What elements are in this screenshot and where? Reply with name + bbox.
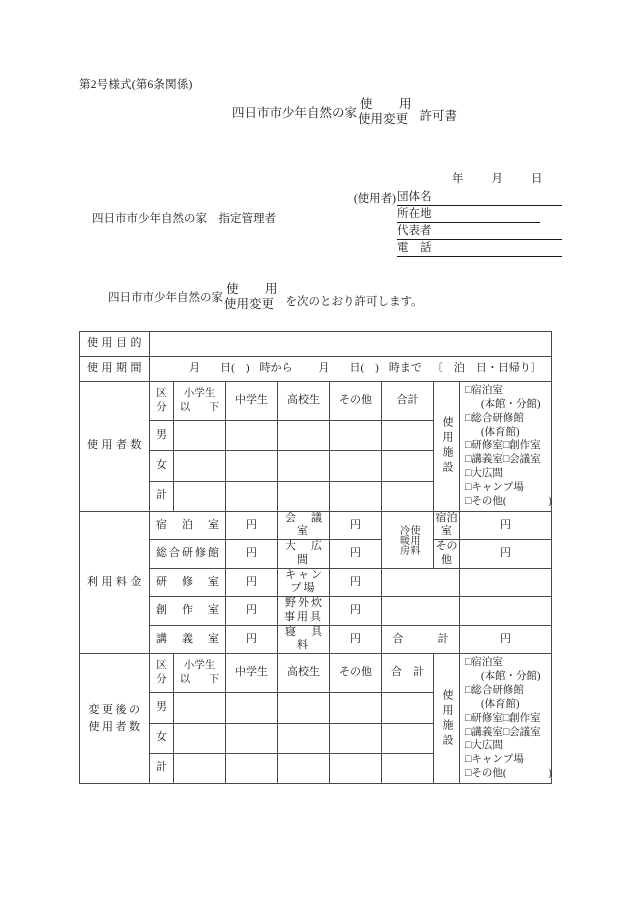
- date-line: [452, 170, 543, 186]
- changed-users-female-elementary[interactable]: [174, 723, 226, 753]
- fee-blank-cell-4[interactable]: [460, 597, 552, 626]
- changed-facility-option-lodging[interactable]: □宿泊室: [465, 657, 503, 669]
- fee-blank-cell-3[interactable]: [382, 597, 460, 626]
- permission-sentence: [108, 283, 423, 310]
- facility-label: 使用施設: [434, 382, 460, 512]
- changed-users-male-elementary[interactable]: [174, 693, 226, 723]
- period-time-from: 時から: [259, 362, 293, 375]
- fee-value-campsite[interactable]: 円: [330, 568, 382, 597]
- changed-users-sum-junior[interactable]: [226, 753, 278, 783]
- changed-users-sum-total[interactable]: [382, 753, 434, 783]
- changed-elementary-line-1: 小学生: [183, 660, 216, 672]
- table-row-fee-5: [80, 625, 552, 654]
- changed-users-female-senior[interactable]: [278, 723, 330, 753]
- facility-checkbox-list[interactable]: [460, 382, 552, 512]
- users-junior-header: 中学生: [226, 382, 278, 421]
- changed-users-label-line-1: 変更後の: [88, 704, 143, 717]
- fee-value-lodging[interactable]: 円: [226, 511, 278, 540]
- period-month-2: 月: [318, 362, 330, 375]
- facility-option-lodging[interactable]: □宿泊室: [465, 385, 503, 396]
- fee-value-training-hall[interactable]: 円: [226, 540, 278, 569]
- changed-elementary-header: [174, 654, 226, 693]
- fee-value-creation-room[interactable]: 円: [226, 597, 278, 626]
- period-time-to: 時まで: [388, 362, 422, 375]
- applicant-row-address: [352, 206, 562, 223]
- fee-value-outdoor-cooking[interactable]: 円: [330, 597, 382, 626]
- permit-stack-top: 使 用: [226, 282, 285, 296]
- users-female-elementary[interactable]: [174, 451, 226, 481]
- table-row-changed-users-header: [80, 654, 552, 693]
- facility-option-training-hall-sub: (体育館): [481, 426, 520, 438]
- changed-facility-option-lecture-meeting-room[interactable]: □講義室□会議室: [465, 726, 541, 738]
- users-female-senior[interactable]: [278, 451, 330, 481]
- fee-value-training-room[interactable]: 円: [226, 568, 278, 597]
- facility-option-lecture-meeting-room[interactable]: □講義室□会議室: [465, 454, 541, 466]
- facility-option-other[interactable]: □その他( ): [465, 495, 552, 507]
- fee-name-creation-room: 創 作 室: [150, 597, 226, 626]
- users-other-header: その他: [330, 382, 382, 421]
- addressee: 四日市市少年自然の家 指定管理者: [92, 213, 276, 225]
- purpose-value[interactable]: [150, 332, 552, 357]
- period-label: 使用期間: [80, 357, 150, 382]
- fee-label: 利用料金: [80, 511, 150, 654]
- users-male-junior[interactable]: [226, 421, 278, 451]
- fee-name-meeting-room: 会 議 室: [278, 511, 330, 540]
- changed-other-header: その他: [330, 654, 382, 693]
- changed-users-label-line-2: 使用者数: [88, 720, 143, 733]
- permit-prefix: 四日市市少年自然の家: [108, 291, 223, 304]
- users-elementary-header: [174, 382, 226, 421]
- date-year-label: 年: [452, 173, 464, 185]
- table-row-fee-1: [80, 511, 552, 540]
- changed-division-line-2: 分: [156, 674, 167, 686]
- changed-users-male-senior[interactable]: [278, 693, 330, 723]
- users-male-senior[interactable]: [278, 421, 330, 451]
- users-female-other[interactable]: [330, 451, 382, 481]
- applicant-label-group-name: 団体名: [397, 188, 432, 206]
- fee-name-training-hall: 総合研修館: [150, 540, 226, 569]
- changed-division-line-1: 区: [156, 660, 167, 672]
- users-total-header: 合計: [382, 382, 434, 421]
- fee-blank-cell-1[interactable]: [382, 568, 460, 597]
- aircon-name-other: その他: [434, 540, 460, 569]
- aircon-value-other[interactable]: 円: [460, 540, 552, 569]
- facility-option-training-hall[interactable]: □総合研修館: [465, 412, 524, 424]
- title-stack-top: 使 用: [360, 97, 419, 111]
- changed-users-male-junior[interactable]: [226, 693, 278, 723]
- users-row-label-male: 男: [150, 421, 174, 451]
- changed-users-sum-other[interactable]: [330, 753, 382, 783]
- users-sum-junior[interactable]: [226, 481, 278, 511]
- title-usage-stack: [358, 98, 419, 125]
- users-sum-senior[interactable]: [278, 481, 330, 511]
- fee-value-large-hall[interactable]: 円: [330, 540, 382, 569]
- users-row-label-female: 女: [150, 451, 174, 481]
- changed-facility-option-training-creation-room[interactable]: □研修室□創作室: [465, 712, 541, 724]
- table-row-fee-2: [80, 540, 552, 569]
- applicant-input-address[interactable]: [432, 209, 540, 223]
- date-month-label: 月: [491, 173, 503, 185]
- changed-users-female-junior[interactable]: [226, 723, 278, 753]
- changed-users-male-other[interactable]: [330, 693, 382, 723]
- fee-name-training-room: 研 修 室: [150, 568, 226, 597]
- title-prefix: 四日市市少年自然の家: [232, 105, 358, 120]
- applicant-prefix: (使用者): [353, 193, 396, 205]
- changed-facility-option-training-hall[interactable]: □総合研修館: [465, 684, 524, 696]
- facility-option-lodging-sub: (本館・分館): [481, 398, 541, 410]
- fee-grand-total-value[interactable]: 円: [460, 625, 552, 654]
- applicant-block: [352, 189, 562, 257]
- fee-name-campsite: キャンプ場: [278, 568, 330, 597]
- fee-name-outdoor-cooking: 野外炊事用具: [278, 597, 330, 626]
- changed-users-male-total[interactable]: [382, 693, 434, 723]
- users-senior-header: 高校生: [278, 382, 330, 421]
- changed-users-female-other[interactable]: [330, 723, 382, 753]
- users-row-label-sum: 計: [150, 481, 174, 511]
- aircon-value-lodging[interactable]: 円: [460, 511, 552, 540]
- users-female-junior[interactable]: [226, 451, 278, 481]
- table-row-purpose: [80, 332, 552, 357]
- users-male-total[interactable]: [382, 421, 434, 451]
- fee-blank-cell-2[interactable]: [460, 568, 552, 597]
- changed-facility-option-campsite[interactable]: □キャンプ場: [465, 754, 524, 766]
- applicant-input-representative[interactable]: [432, 226, 562, 240]
- changed-division-header: [150, 654, 174, 693]
- facility-option-large-hall[interactable]: □大広間: [465, 468, 503, 480]
- aircon-label-usage-fee: 使用料: [408, 524, 419, 555]
- applicant-row-phone: [352, 240, 562, 257]
- period-stay-nights: 〔 泊 日・日帰り〕: [431, 362, 542, 375]
- aircon-fee-label: [382, 511, 434, 568]
- users-count-label: 使用者数: [80, 382, 150, 512]
- date-day-label: 日: [531, 173, 543, 185]
- table-row-fee-3: [80, 568, 552, 597]
- applicant-label-address: 所在地: [397, 205, 432, 223]
- changed-users-sum-elementary[interactable]: [174, 753, 226, 783]
- fee-name-lodging: 宿 泊 室: [150, 511, 226, 540]
- table-row-users-header: [80, 382, 552, 421]
- changed-users-row-label-female: 女: [150, 723, 174, 753]
- applicant-input-phone[interactable]: [432, 243, 562, 257]
- aircon-label-cooling-heating: 冷暖房: [397, 524, 409, 555]
- permit-details-table: [79, 331, 552, 784]
- changed-users-female-total[interactable]: [382, 723, 434, 753]
- changed-users-count-label: [80, 654, 150, 784]
- title-stack-bottom: 使用変更: [358, 111, 409, 126]
- changed-facility-option-training-hall-sub: (体育館): [481, 698, 520, 710]
- period-day-2: 日( ): [349, 362, 379, 375]
- document-title: [232, 98, 457, 125]
- permit-stack-bottom: 使用変更: [224, 296, 275, 311]
- users-sum-total[interactable]: [382, 481, 434, 511]
- changed-facility-option-other[interactable]: □その他( ): [465, 768, 552, 780]
- changed-junior-header: 中学生: [226, 654, 278, 693]
- fee-value-meeting-room[interactable]: 円: [330, 511, 382, 540]
- division-line-1: 区: [156, 387, 167, 399]
- users-male-elementary[interactable]: [174, 421, 226, 451]
- changed-elementary-line-2: 以 下: [179, 674, 224, 686]
- form-number: 第2号様式(第6条関係): [79, 79, 193, 91]
- facility-option-training-creation-room[interactable]: □研修室□創作室: [465, 440, 541, 452]
- fee-name-large-hall: 大 広 間: [278, 540, 330, 569]
- applicant-row-group-name: [352, 189, 562, 206]
- changed-users-row-label-sum: 計: [150, 753, 174, 783]
- fee-value-bedding[interactable]: 円: [330, 625, 382, 654]
- period-day-1: 日( ): [220, 362, 250, 375]
- table-row-fee-4: [80, 597, 552, 626]
- users-male-other[interactable]: [330, 421, 382, 451]
- changed-total-header: 合 計: [382, 654, 434, 693]
- applicant-input-group-name[interactable]: [432, 192, 562, 206]
- users-sum-other[interactable]: [330, 481, 382, 511]
- facility-option-campsite[interactable]: □キャンプ場: [465, 482, 524, 494]
- changed-facility-label: 使用施設: [434, 654, 460, 784]
- applicant-row-representative: [352, 223, 562, 240]
- users-division-header: [150, 382, 174, 421]
- permit-usage-stack: [224, 283, 285, 310]
- fee-grand-total-label: 合 計: [382, 625, 460, 654]
- changed-facility-option-large-hall[interactable]: □大広間: [465, 740, 503, 752]
- fee-value-lecture-room[interactable]: 円: [226, 625, 278, 654]
- changed-facility-option-lodging-sub: (本館・分館): [481, 671, 541, 683]
- period-month-1: 月: [189, 362, 201, 375]
- aircon-name-lodging: 宿泊室: [434, 511, 460, 540]
- permit-suffix: を次のとおり許可します。: [285, 296, 423, 308]
- applicant-label-phone: 電 話: [397, 239, 432, 257]
- fee-name-bedding: 寝 具 料: [278, 625, 330, 654]
- period-value[interactable]: [150, 357, 552, 382]
- users-sum-elementary[interactable]: [174, 481, 226, 511]
- elementary-line-2: 以 下: [179, 402, 224, 414]
- changed-users-row-label-male: 男: [150, 693, 174, 723]
- fee-name-lecture-room: 講 義 室: [150, 625, 226, 654]
- table-row-period: [80, 357, 552, 382]
- users-female-total[interactable]: [382, 451, 434, 481]
- changed-senior-header: 高校生: [278, 654, 330, 693]
- applicant-label-representative: 代表者: [397, 222, 432, 240]
- division-line-2: 分: [156, 402, 167, 414]
- changed-facility-checkbox-list[interactable]: [460, 654, 552, 784]
- title-suffix: 許可書: [419, 109, 458, 123]
- changed-users-sum-senior[interactable]: [278, 753, 330, 783]
- purpose-label: 使用目的: [80, 332, 150, 357]
- elementary-line-1: 小学生: [183, 387, 216, 399]
